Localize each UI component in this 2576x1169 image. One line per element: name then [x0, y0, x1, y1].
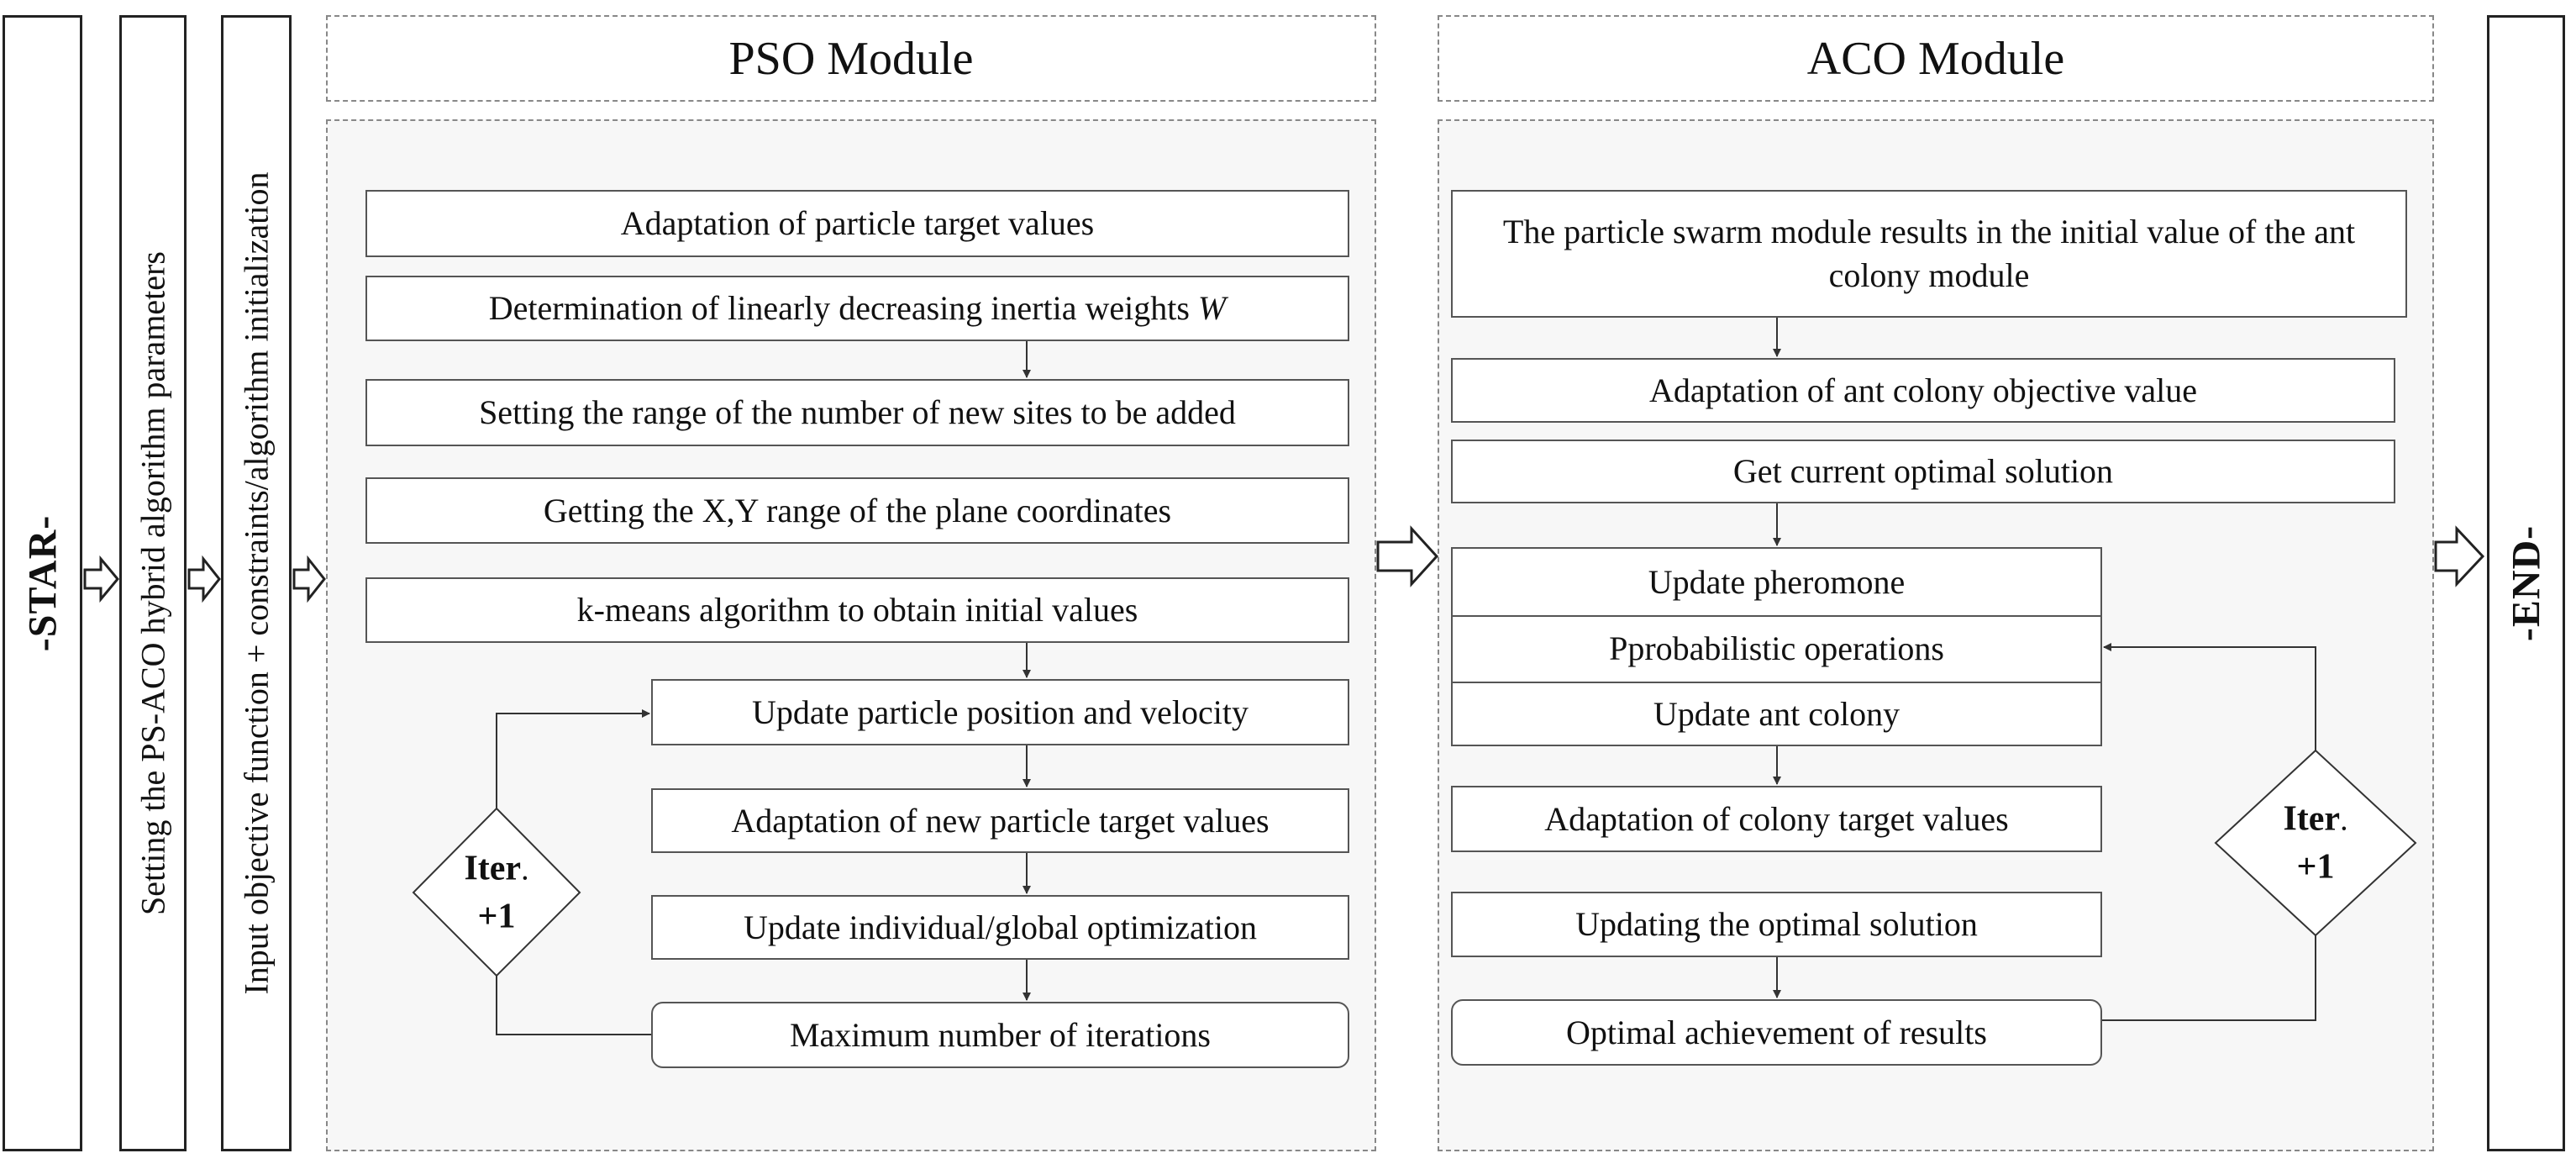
pso-step-global-optimization: Update individual/global optimization	[651, 895, 1349, 960]
aco-step-objective-value: Adaptation of ant colony objective value	[1451, 358, 2395, 423]
flow-arrow-parameters	[189, 559, 219, 599]
pso-step-xy-range: Getting the X,Y range of the plane coordinates	[365, 477, 1349, 544]
aco-step-colony-target: Adaptation of colony target values	[1451, 786, 2102, 852]
aco-step-update-optimal: Updating the optimal solution	[1451, 892, 2102, 957]
aco-step-optimal-result: Optimal achievement of results	[1451, 999, 2102, 1066]
pso-iter-increment: +1	[477, 897, 516, 935]
aco-iter-increment: +1	[2296, 847, 2335, 886]
pso-step-site-range: Setting the range of the number of new sites to be added	[365, 379, 1349, 446]
aco-iter-dot: .	[2340, 802, 2348, 838]
pso-step-update-position: Update particle position and velocity	[651, 679, 1349, 745]
parameters-label: Setting the PS-ACO hybrid algorithm parameters	[134, 251, 172, 915]
flow-arrow-pso-to-aco	[1378, 529, 1437, 584]
aco-module-title: ACO Module	[1806, 32, 2065, 85]
aco-step-update-colony: Update ant colony	[1653, 695, 1900, 733]
pso-step-new-target: Adaptation of new particle target values	[651, 788, 1349, 853]
aco-step-initial-value: The particle swarm module results in the initial value of the ant colony module	[1451, 190, 2407, 318]
flow-arrow-aco-to-end	[2436, 529, 2483, 584]
flow-arrow-initialization	[294, 559, 324, 599]
pso-step-adaptation-target: Adaptation of particle target values	[365, 190, 1349, 257]
aco-iteration-label	[2283, 795, 2347, 890]
aco-step-update-pheromone: Update pheromone	[1453, 549, 2100, 617]
inertia-weight-symbol: W	[1197, 289, 1227, 327]
pso-iter-dot: .	[521, 851, 529, 887]
pso-step-max-iterations: Maximum number of iterations	[651, 1002, 1349, 1068]
flow-arrow-start	[85, 559, 118, 599]
pso-step-kmeans: k-means algorithm to obtain initial values	[365, 577, 1349, 643]
end-label: -END-	[2504, 524, 2548, 642]
pso-iteration-label	[464, 845, 528, 940]
inertia-weights-text: Determination of linearly decreasing inertia weights	[488, 289, 1190, 327]
aco-iter-text: Iter	[2283, 799, 2341, 839]
initialization-label: Input objective function + constraints/algorithm initialization	[237, 171, 276, 995]
aco-step-current-optimal: Get current optimal solution	[1451, 440, 2395, 503]
pso-iter-text: Iter	[464, 849, 522, 888]
pso-module-title: PSO Module	[728, 32, 974, 85]
aco-step-probabilistic: Pprobabilistic operations	[1453, 615, 2100, 683]
start-label: -STAR-	[20, 514, 65, 652]
